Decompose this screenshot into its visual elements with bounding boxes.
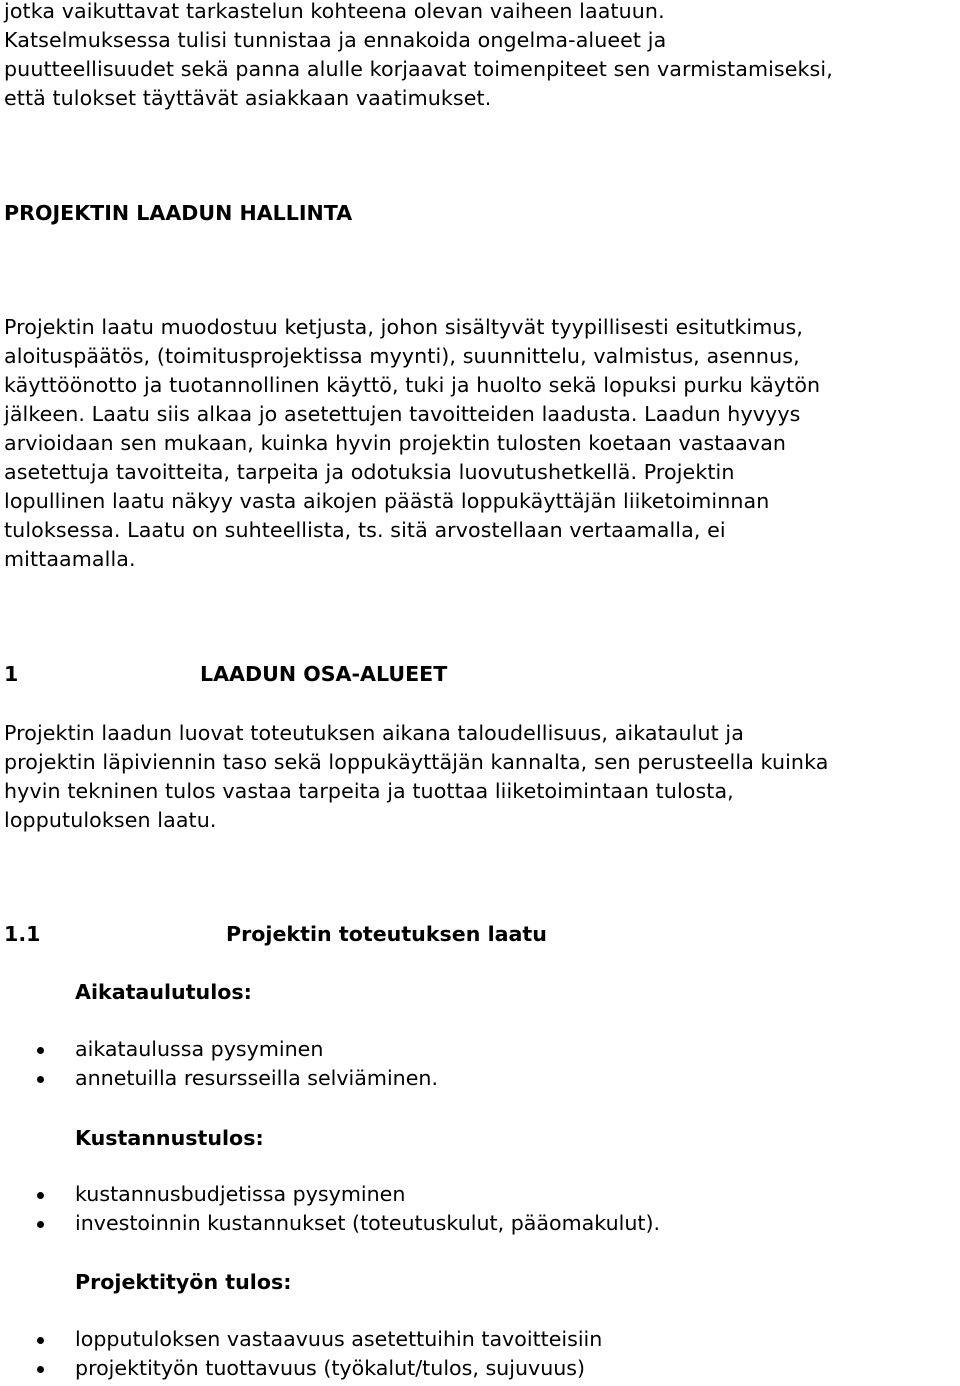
bullet-icon: [37, 1221, 44, 1228]
bullet-icon: [37, 1337, 44, 1344]
section-1-paragraph: [4, 719, 828, 835]
list-item: [4, 1209, 660, 1238]
text-line: aloituspäätös, (toimitusprojektissa myynti), suunnittelu, valmistus, asennus,: [4, 344, 800, 368]
section-number: 1.1: [4, 922, 41, 946]
text-line: asetettuja tavoitteita, tarpeita ja odotuksia luovutushetkellä. Projektin: [4, 460, 735, 484]
text-line: Katselmuksessa tulisi tunnistaa ja ennakoida ongelma-alueet ja: [4, 28, 667, 52]
list-item-text: projektityön tuottavuus (työkalut/tulos, sujuvuus): [75, 1356, 586, 1380]
text-line: lopullinen laatu näkyy vasta aikojen päästä loppukäyttäjän liiketoiminnan: [4, 489, 770, 513]
text-line: tuloksessa. Laatu on suhteellista, ts. sitä arvostellaan vertaamalla, ei: [4, 518, 726, 542]
text-line: käyttöönotto ja tuotannollinen käyttö, tuki ja huolto sekä lopuksi purku käytön: [4, 373, 821, 397]
list-item: [4, 1180, 660, 1209]
section-heading-title: Projektin toteutuksen laatu: [226, 922, 547, 946]
bullet-list-schedule: [4, 1035, 438, 1093]
text-line: Projektin laatu muodostuu ketjusta, johon sisältyvät tyypillisesti esitutkimus,: [4, 315, 803, 339]
list-item: [4, 1064, 438, 1093]
text-line: hyvin tekninen tulos vastaa tarpeita ja tuottaa liiketoimintaan tulosta,: [4, 779, 734, 803]
list-item: [4, 1035, 438, 1064]
bullet-icon: [37, 1047, 44, 1054]
text-line: että tulokset täyttävät asiakkaan vaatimukset.: [4, 86, 492, 110]
section-heading-title: LAADUN OSA-ALUEET: [200, 662, 448, 686]
group-heading-cost: Kustannustulos:: [75, 1126, 264, 1150]
group-heading-schedule: Aikataulutulos:: [75, 980, 252, 1004]
body-paragraph: [4, 313, 820, 574]
list-item-text: annetuilla resursseilla selviäminen.: [75, 1066, 438, 1090]
bullet-list-project-work: [4, 1325, 602, 1383]
list-item-text: lopputuloksen vastaavuus asetettuihin tavoitteisiin: [75, 1327, 603, 1351]
text-line: projektin läpiviennin taso sekä loppukäyttäjän kannalta, sen perusteella kuinka: [4, 750, 829, 774]
section-1-heading: [4, 660, 904, 689]
list-item-text: kustannusbudjetissa pysyminen: [75, 1182, 406, 1206]
bullet-icon: [37, 1192, 44, 1199]
text-line: mittaamalla.: [4, 547, 136, 571]
section-number: 1: [4, 662, 19, 686]
text-line: lopputuloksen laatu.: [4, 808, 217, 832]
list-item: [4, 1325, 602, 1354]
group-heading-project-work: Projektityön tulos:: [75, 1270, 292, 1294]
bullet-icon: [37, 1076, 44, 1083]
list-item-text: aikataulussa pysyminen: [75, 1037, 324, 1061]
text-line: Projektin laadun luovat toteutuksen aikana taloudellisuus, aikataulut ja: [4, 721, 744, 745]
bullet-icon: [37, 1366, 44, 1373]
intro-paragraph: [4, 0, 833, 113]
text-line: arvioidaan sen mukaan, kuinka hyvin projektin tulosten koetaan vastaavan: [4, 431, 787, 455]
section-1-1-heading: [4, 920, 904, 949]
text-line: jälkeen. Laatu siis alkaa jo asetettujen tavoitteiden laadusta. Laadun hyvyys: [4, 402, 801, 426]
text-line: jotka vaikuttavat tarkastelun kohteena olevan vaiheen laatuun.: [4, 0, 665, 23]
section-title: PROJEKTIN LAADUN HALLINTA: [4, 201, 353, 225]
text-line: puutteellisuudet sekä panna alulle korjaavat toimenpiteet sen varmistamiseksi,: [4, 57, 833, 81]
list-item: [4, 1354, 602, 1383]
list-item-text: investoinnin kustannukset (toteutuskulut, pääomakulut).: [75, 1211, 661, 1235]
bullet-list-cost: [4, 1180, 660, 1238]
